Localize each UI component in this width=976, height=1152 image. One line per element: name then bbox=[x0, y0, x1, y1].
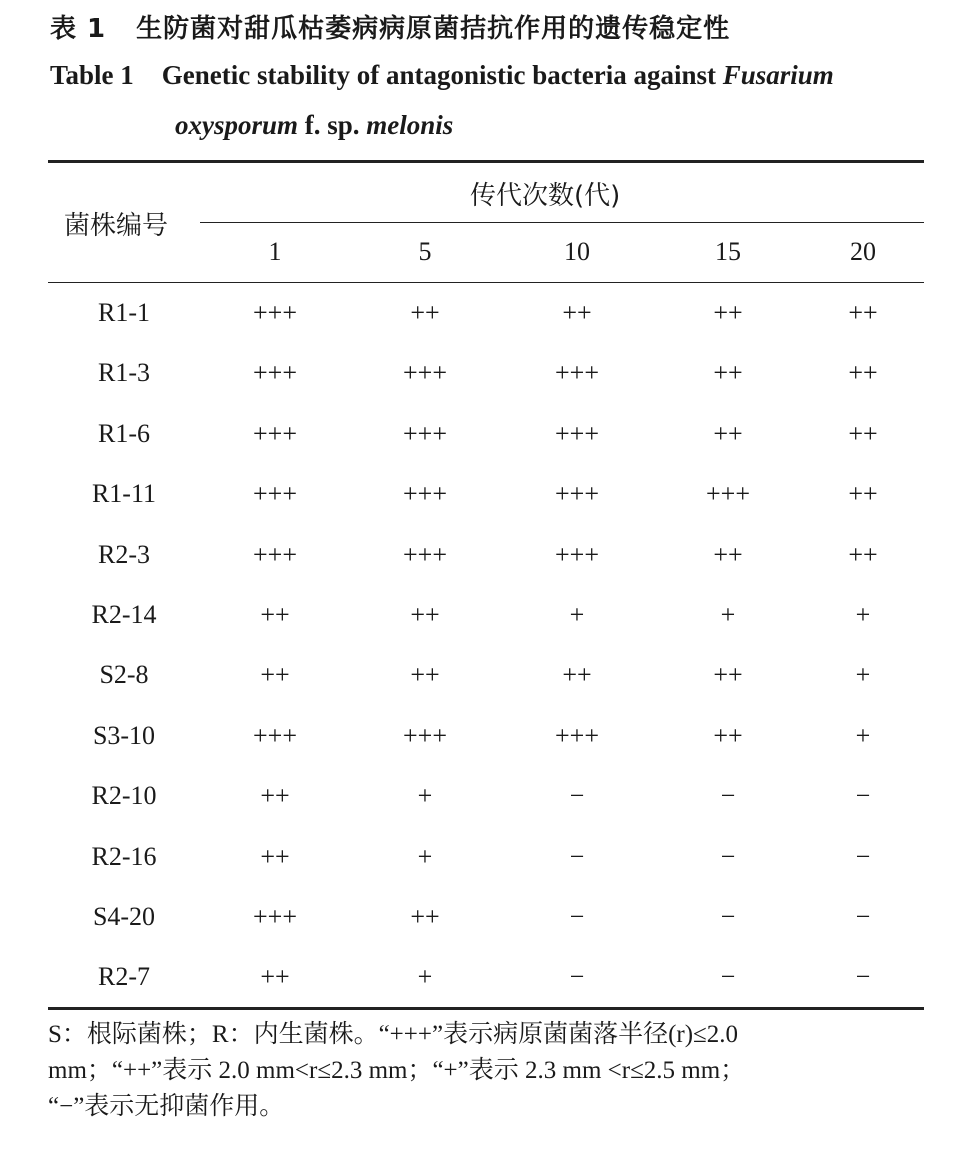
column-header: 1 bbox=[268, 237, 282, 266]
value-cell: ++ bbox=[848, 358, 878, 388]
value-cell: ++ bbox=[260, 781, 290, 811]
value-cell: − bbox=[569, 841, 585, 871]
value-cell: − bbox=[855, 962, 871, 992]
value-cell: +++ bbox=[403, 418, 447, 448]
strain-cell: R1-6 bbox=[98, 418, 150, 448]
group-rule bbox=[200, 222, 924, 223]
caption-cn-label: 表 1 bbox=[50, 14, 107, 44]
strain-cell: R2-3 bbox=[98, 539, 150, 569]
value-cell: ++ bbox=[713, 298, 743, 327]
value-cell: +++ bbox=[403, 479, 447, 509]
value-cell: +++ bbox=[253, 720, 297, 750]
value-cell: − bbox=[720, 841, 736, 871]
value-cell: +++ bbox=[403, 539, 447, 569]
strain-cell: R2-16 bbox=[91, 841, 157, 871]
header-rule bbox=[48, 282, 924, 283]
caption-en-text: f. sp. bbox=[298, 110, 367, 140]
value-cell: − bbox=[855, 902, 871, 931]
value-cell: ++ bbox=[260, 600, 290, 629]
value-cell: ++ bbox=[260, 962, 290, 992]
value-cell: + bbox=[417, 781, 433, 811]
strain-cell: S4-20 bbox=[92, 902, 156, 931]
column-header: 15 bbox=[715, 237, 741, 266]
value-cell: ++ bbox=[410, 902, 440, 931]
strain-cell: S2-8 bbox=[99, 660, 149, 690]
strain-cell: R2-14 bbox=[91, 600, 157, 629]
strain-cell: R2-10 bbox=[91, 781, 157, 811]
caption-cn-title: 生防菌对甜瓜枯萎病病原菌拮抗作用的遗传稳定性 bbox=[136, 14, 731, 44]
strain-cell: R1-1 bbox=[98, 298, 150, 327]
value-cell: ++ bbox=[848, 298, 878, 327]
value-cell: ++ bbox=[713, 660, 743, 690]
value-cell: +++ bbox=[253, 418, 297, 448]
value-cell: + bbox=[855, 720, 871, 750]
value-cell: + bbox=[855, 600, 871, 629]
column-header: 10 bbox=[564, 237, 590, 266]
group-header: 传代次数(代) bbox=[470, 181, 621, 211]
caption-en-italic: Fusarium bbox=[722, 60, 834, 90]
value-cell: +++ bbox=[253, 902, 297, 931]
footnote-line: mm；“++”表示 2.0 mm<r≤2.3 mm；“+”表示 2.3 mm <r≤2.5 mm； bbox=[48, 1057, 746, 1084]
value-cell: +++ bbox=[555, 358, 599, 388]
caption-en-italic: oxysporum bbox=[175, 110, 299, 140]
value-cell: − bbox=[855, 781, 871, 811]
value-cell: + bbox=[720, 600, 736, 629]
value-cell: + bbox=[417, 962, 433, 992]
value-cell: ++ bbox=[713, 720, 743, 750]
value-cell: − bbox=[720, 962, 736, 992]
value-cell: ++ bbox=[410, 660, 440, 690]
value-cell: + bbox=[569, 600, 585, 629]
value-cell: − bbox=[569, 902, 585, 931]
column-header: 20 bbox=[850, 237, 876, 266]
caption-en-label: Table 1 bbox=[50, 60, 134, 90]
caption-en bbox=[50, 60, 834, 91]
value-cell: ++ bbox=[848, 479, 878, 509]
value-cell: ++ bbox=[848, 418, 878, 448]
value-cell: ++ bbox=[562, 298, 592, 327]
column-header: 5 bbox=[418, 237, 432, 266]
value-cell: ++ bbox=[713, 418, 743, 448]
value-cell: +++ bbox=[403, 720, 447, 750]
value-cell: +++ bbox=[253, 358, 297, 388]
value-cell: − bbox=[720, 902, 736, 931]
caption-en-italic: melonis bbox=[366, 110, 454, 140]
strain-cell: R2-7 bbox=[98, 962, 150, 992]
row-header: 菌株编号 bbox=[64, 211, 169, 241]
value-cell: +++ bbox=[253, 479, 297, 509]
strain-cell: R1-3 bbox=[98, 358, 150, 388]
caption-en-text: Genetic stability of antagonistic bacteria against bbox=[161, 60, 723, 90]
value-cell: +++ bbox=[555, 479, 599, 509]
value-cell: − bbox=[569, 781, 585, 811]
value-cell: + bbox=[855, 660, 871, 690]
value-cell: ++ bbox=[713, 358, 743, 388]
value-cell: +++ bbox=[403, 358, 447, 388]
strain-cell: S3-10 bbox=[92, 720, 156, 750]
value-cell: − bbox=[855, 841, 871, 871]
value-cell: +++ bbox=[555, 418, 599, 448]
value-cell: + bbox=[417, 841, 433, 871]
strain-cell: R1-11 bbox=[91, 479, 157, 509]
value-cell: +++ bbox=[253, 539, 297, 569]
top-rule bbox=[48, 160, 924, 163]
value-cell: ++ bbox=[848, 539, 878, 569]
footnote-line: “−”表示无抑菌作用。 bbox=[48, 1093, 285, 1120]
value-cell: ++ bbox=[260, 660, 290, 690]
value-cell: +++ bbox=[706, 479, 750, 509]
value-cell: ++ bbox=[562, 660, 592, 690]
value-cell: +++ bbox=[555, 720, 599, 750]
value-cell: ++ bbox=[410, 600, 440, 629]
value-cell: ++ bbox=[410, 298, 440, 327]
bottom-rule bbox=[48, 1007, 924, 1010]
footnote-line: S：根际菌株；R：内生菌株。“+++”表示病原菌菌落半径(r)≤2.0 bbox=[48, 1021, 739, 1048]
caption-cn bbox=[50, 8, 730, 45]
value-cell: ++ bbox=[713, 539, 743, 569]
value-cell: +++ bbox=[555, 539, 599, 569]
value-cell: − bbox=[569, 962, 585, 992]
caption-en-line2 bbox=[175, 110, 453, 141]
value-cell: ++ bbox=[260, 841, 290, 871]
value-cell: +++ bbox=[253, 298, 297, 327]
value-cell: − bbox=[720, 781, 736, 811]
